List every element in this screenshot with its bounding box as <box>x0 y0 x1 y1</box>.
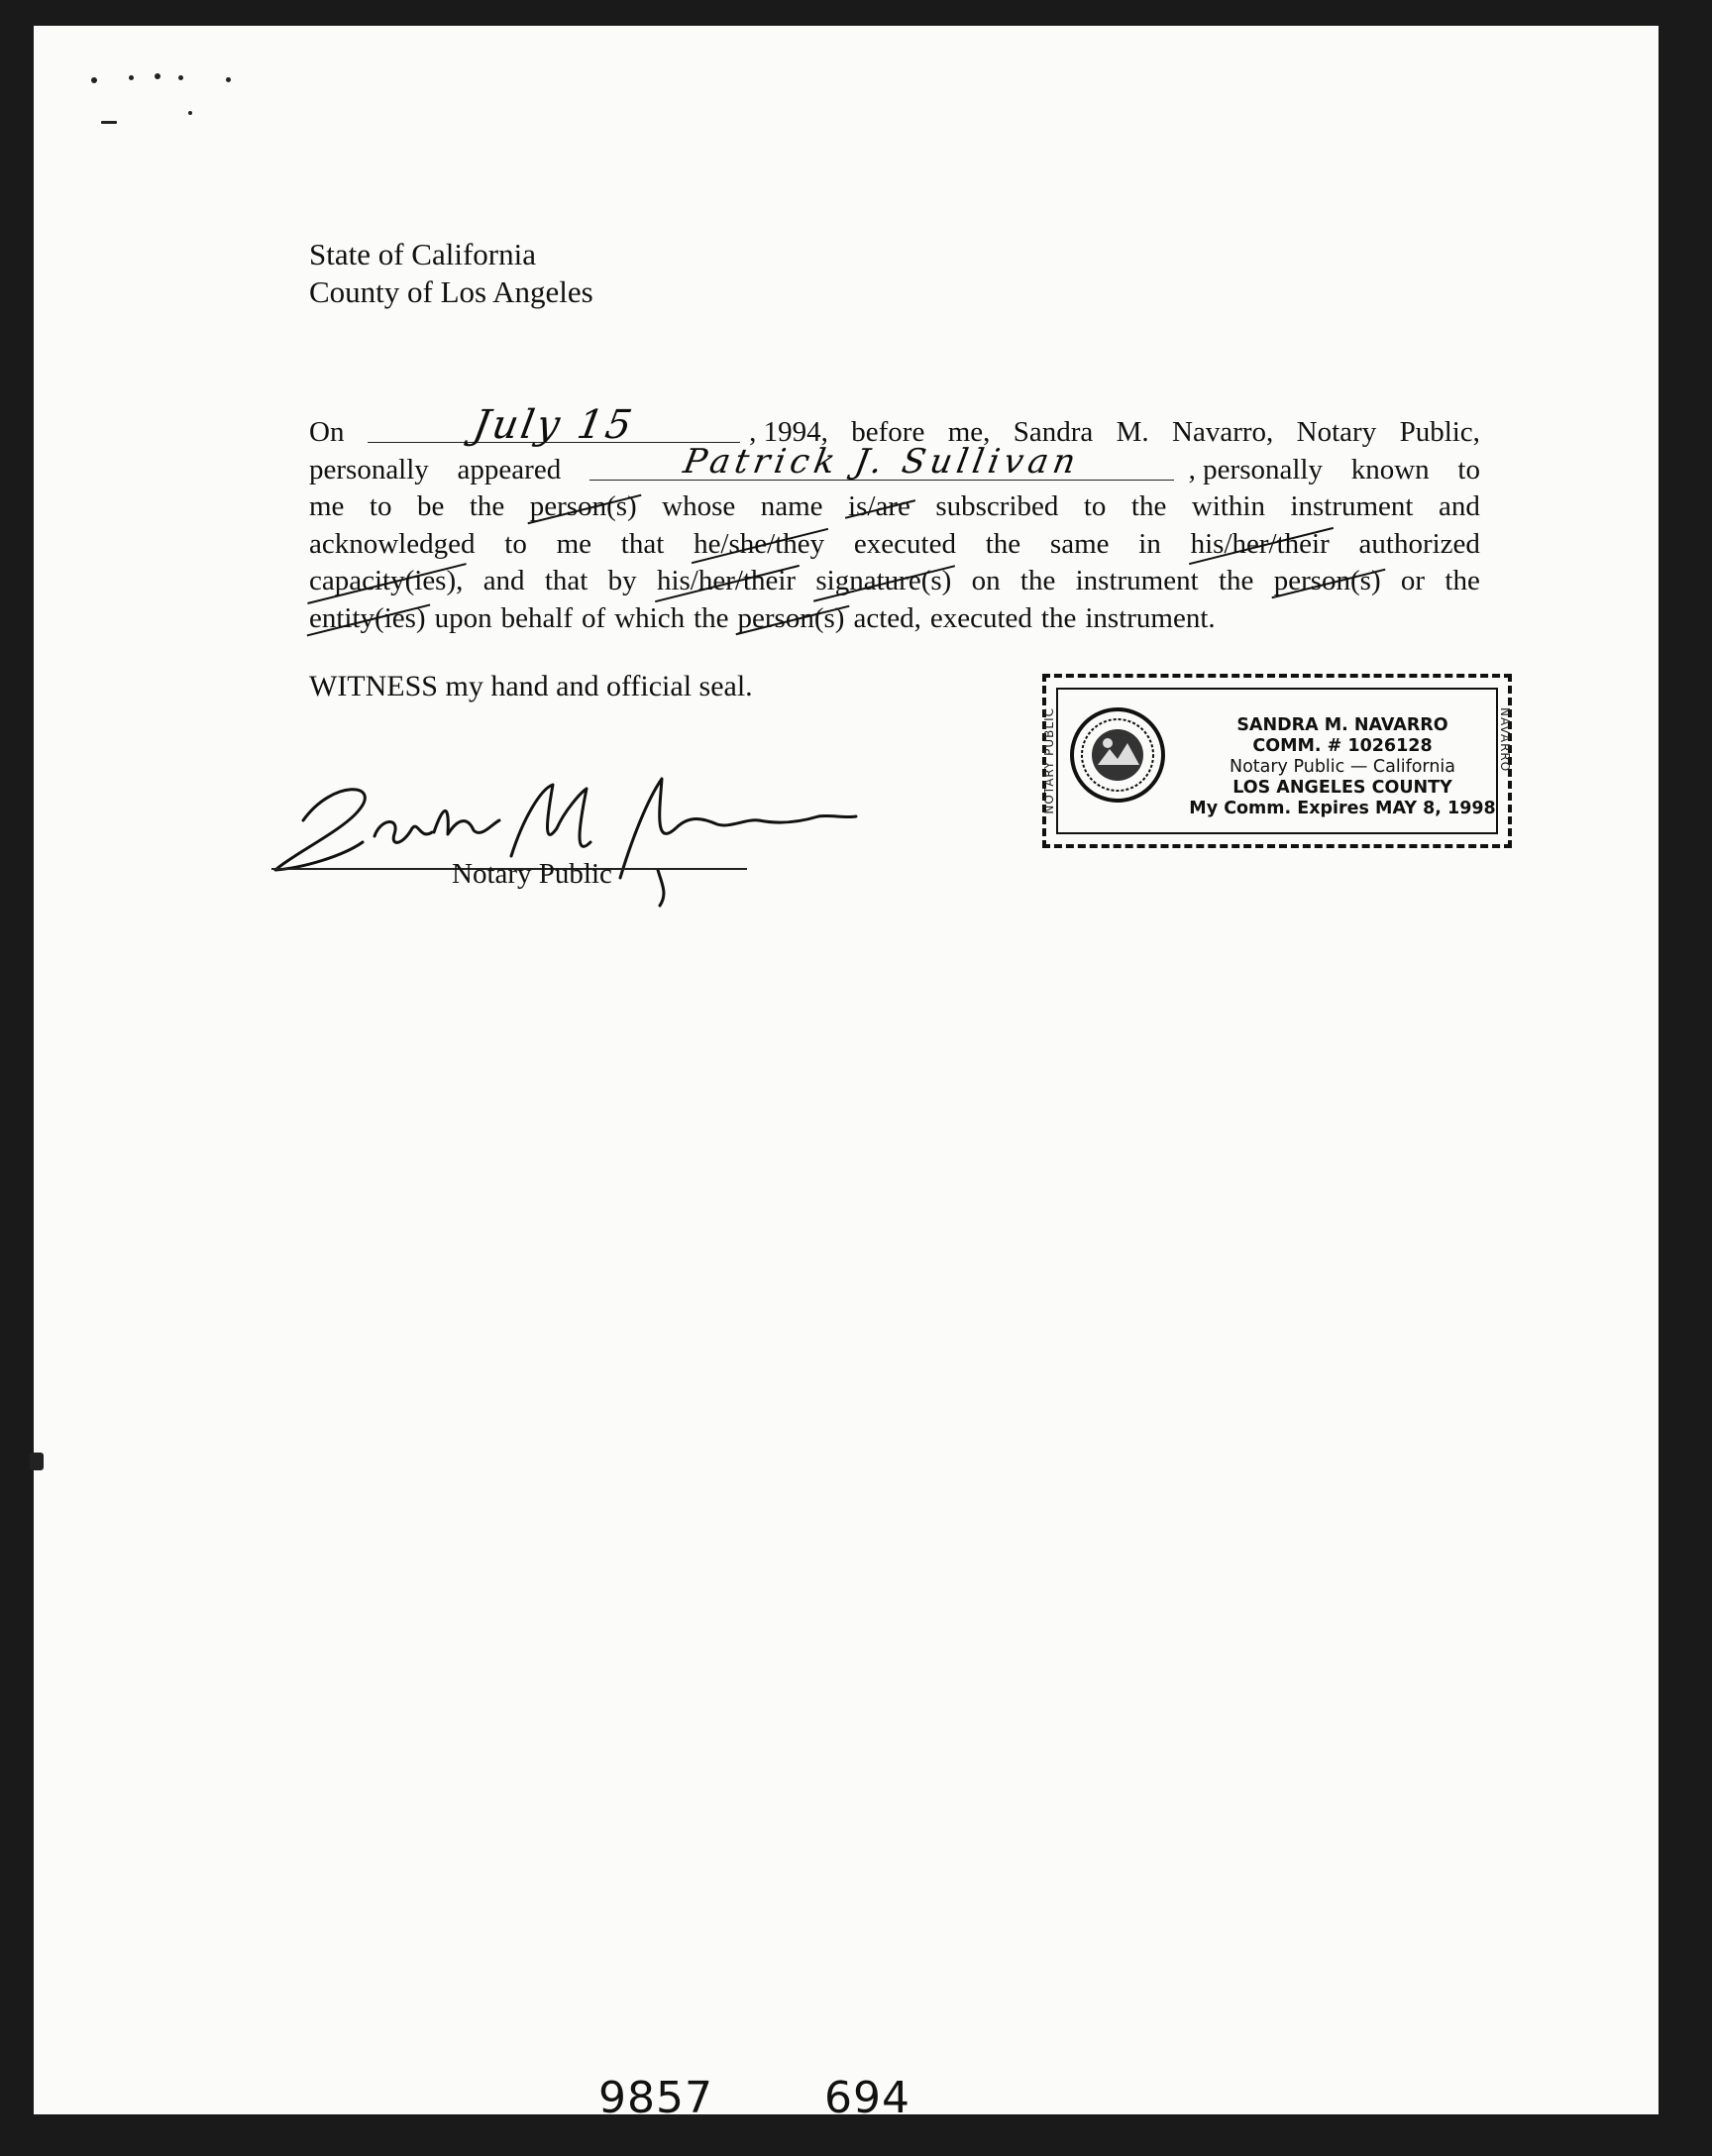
notary-public-label: Notary Public <box>452 858 612 890</box>
word: on <box>971 565 1001 596</box>
word: and <box>1438 490 1480 522</box>
word: instrument. <box>1085 601 1216 634</box>
word: of <box>582 601 606 634</box>
word: the <box>1019 565 1056 596</box>
document-page <box>34 26 1658 2123</box>
paragraph-line <box>309 442 1480 489</box>
word-struck: signature(s) <box>815 563 951 600</box>
scan-speck <box>178 75 183 80</box>
stamp-commission: COMM. # 1026128 <box>1252 736 1433 756</box>
word: the <box>1218 565 1254 596</box>
paragraph-line <box>309 600 1480 638</box>
word: upon <box>434 601 492 634</box>
word: to <box>1083 490 1107 522</box>
word: same <box>1049 527 1110 560</box>
word: the <box>1130 490 1167 522</box>
word: whose <box>662 490 736 522</box>
stamp-title: Notary Public — California <box>1229 757 1455 777</box>
scan-speck <box>188 111 192 115</box>
word: known <box>1350 453 1430 485</box>
word-struck: person(s) <box>530 488 637 526</box>
word: personally <box>309 453 429 485</box>
stamp-side-text: NAVARRO <box>1498 707 1512 773</box>
word: by <box>607 565 637 596</box>
acknowledgment-paragraph <box>309 401 1480 637</box>
word: that <box>620 527 665 560</box>
word: the <box>985 527 1021 560</box>
word-struck: is/are <box>848 488 910 526</box>
word: to <box>504 527 527 560</box>
word: which <box>614 601 686 634</box>
word: the <box>694 601 729 634</box>
notary-stamp <box>1042 674 1512 848</box>
word: instrument <box>1075 565 1199 596</box>
stamp-county: LOS ANGELES COUNTY <box>1232 778 1452 798</box>
word: and <box>482 565 525 596</box>
word: acknowledged <box>309 527 476 560</box>
county-line: County of Los Angeles <box>309 274 593 309</box>
word: executed <box>853 527 956 560</box>
word: , 1994, <box>749 416 828 448</box>
word: M. <box>1116 416 1149 448</box>
scan-speck <box>226 77 231 82</box>
word: acted, <box>853 601 921 634</box>
state-seal-icon <box>1068 705 1167 805</box>
word: On <box>309 416 345 448</box>
word: the <box>469 490 505 522</box>
paragraph-line <box>309 526 1480 564</box>
word: in <box>1138 527 1161 560</box>
word-struck: person(s) <box>738 600 845 638</box>
word: authorized <box>1358 527 1480 560</box>
scan-speck <box>101 121 117 124</box>
word: that <box>544 565 588 596</box>
word: to <box>1457 453 1480 485</box>
scan-speck <box>129 75 134 80</box>
word: , personally <box>1188 453 1323 485</box>
stamp-side-text: NOTARY PUBLIC <box>1042 707 1056 814</box>
word: Public, <box>1399 416 1480 448</box>
word: Navarro, <box>1172 416 1274 448</box>
handwritten-name: Patrick J. Sullivan <box>680 442 1084 482</box>
word-struck: his/her/their <box>1191 526 1330 564</box>
word: me, <box>947 416 991 448</box>
word-struck: entity(ies) <box>309 600 426 638</box>
word: before <box>851 416 925 448</box>
word: within <box>1191 490 1265 522</box>
word: instrument <box>1290 490 1414 522</box>
word-struck: capacity(ies), <box>309 563 463 600</box>
word: me <box>309 490 345 522</box>
state-line: State of California <box>309 237 536 271</box>
word: me <box>556 527 592 560</box>
name-blank <box>589 442 1174 482</box>
paragraph-line <box>309 488 1480 526</box>
word-struck: person(s) <box>1274 563 1381 600</box>
paragraph-line <box>309 563 1480 600</box>
stamp-expiration: My Comm. Expires MAY 8, 1998 <box>1189 799 1496 818</box>
word: be <box>416 490 445 522</box>
word: or <box>1400 565 1426 596</box>
word: the <box>1444 565 1480 596</box>
word: Sandra <box>1013 416 1094 448</box>
handwritten-date: July 15 <box>469 401 638 448</box>
signature-block <box>264 759 878 908</box>
word-struck: his/her/their <box>657 563 796 600</box>
word-struck: he/she/they <box>694 526 824 564</box>
scan-speck <box>155 73 160 79</box>
word: name <box>760 490 823 522</box>
document-number-right: 694 <box>824 2073 910 2123</box>
stamp-name: SANDRA M. NAVARRO <box>1236 715 1448 735</box>
stamp-text-block <box>1185 715 1500 819</box>
scan-speck <box>30 1453 44 1470</box>
jurisdiction-header <box>309 236 593 311</box>
word: behalf <box>500 601 574 634</box>
word: Notary <box>1296 416 1377 448</box>
date-blank <box>368 401 740 448</box>
witness-statement: WITNESS my hand and official seal. <box>309 670 753 702</box>
word: the <box>1040 601 1077 634</box>
word: subscribed <box>935 490 1059 522</box>
word: appeared <box>457 453 562 485</box>
word: executed <box>929 601 1032 634</box>
scan-speck <box>91 77 97 83</box>
word: to <box>369 490 392 522</box>
document-number-left: 9857 <box>598 2073 713 2123</box>
